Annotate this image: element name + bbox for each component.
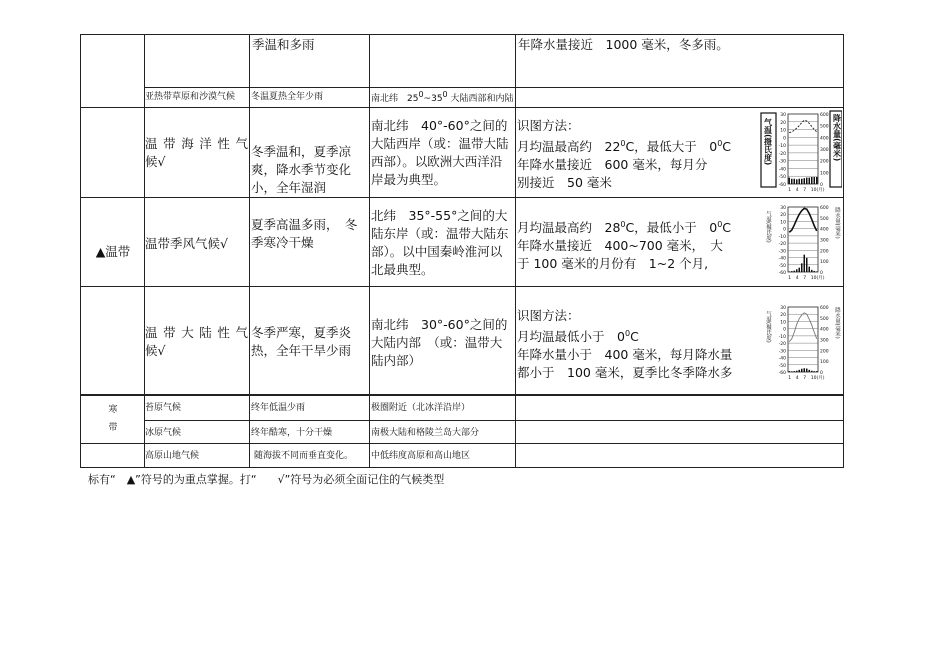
right-tick-label: 500 <box>820 216 829 222</box>
precip-bar <box>816 271 818 272</box>
footnote: 标有“ ▲”符号的为重点掌握。打“ √”符号为必须全面记住的气候类型 <box>88 473 445 486</box>
precip-bar <box>801 263 803 272</box>
left-tick-label: 20 <box>780 120 786 126</box>
right-tick-label: 0 <box>820 183 823 188</box>
precip-bar <box>789 271 791 272</box>
x-tick-label: 7 <box>803 376 807 381</box>
row5-feature: 冬季严寒，夏季炎热，全年干旱少雨 <box>251 325 352 358</box>
right-tick-label: 100 <box>820 171 829 177</box>
row6-distribution: 极圈附近（北冰洋沿岸） <box>371 403 471 413</box>
precip-bar <box>804 255 806 272</box>
row6-feature: 终年低温少雨 <box>251 403 306 413</box>
right-tick-label: 400 <box>820 327 829 333</box>
row3-distribution: 南北纬 40°-60°之间的大陆西岸（或：温带大陆西部）。以欧洲大西洋沿岸最为典型。 <box>371 118 509 187</box>
temperature-line <box>789 313 817 342</box>
right-tick-label: 300 <box>820 238 829 244</box>
x-tick-label: 4 <box>795 276 799 281</box>
precip-bar <box>794 179 796 184</box>
right-tick-label: 200 <box>820 249 829 255</box>
left-tick-label: -50 <box>778 363 786 369</box>
row7-feature: 终年酷寒，十分干燥 <box>251 428 333 438</box>
left-tick-label: 10 <box>780 128 786 134</box>
x-tick-label: 4 <box>795 188 799 193</box>
left-tick-label: -40 <box>778 167 786 173</box>
precip-bar <box>814 371 816 372</box>
left-tick-label: -20 <box>778 242 786 248</box>
x-tick-label: 1 <box>788 276 792 281</box>
temperature-line <box>789 120 817 132</box>
left-tick-label: 30 <box>780 113 786 118</box>
row6-climate: 苔原气候 <box>145 403 182 413</box>
precip-bar <box>806 369 808 372</box>
precip-bar <box>791 271 793 272</box>
row1-feature: 季温和多雨 <box>252 37 315 52</box>
precip-bar <box>799 179 801 184</box>
row3-method: 识图方法： 月均温最高约 $22^0C$，最低大于 $0^0C$ 年降水量接近 600 毫米，每月分 别接近 50 毫米 <box>517 118 732 191</box>
row4-distribution: 北纬 35°-55°之间的大陆东岸（或：温带大陆东部）。以中国秦岭淮河以北最典型。 <box>371 208 509 277</box>
row4-method: 月均温最高约 $28^0C$，最低小于 $0^0C$ 年降水量接近 400~700 毫米， 大 于 100 毫米的月份有 1~2 个月, <box>517 220 732 272</box>
row4-climate: 温带季风气候√ <box>145 236 228 251</box>
row8-climate: 高原山地气候 <box>145 451 200 461</box>
left-tick-label: -30 <box>778 159 786 165</box>
x-tick-label: 4 <box>795 376 799 381</box>
x-tick-label: 1 <box>788 188 792 193</box>
row8-feature: 随海拔不同而垂直变化。 <box>254 451 354 461</box>
left-axis-label: 气温(摄氏度) <box>765 211 771 243</box>
chart-frame <box>788 207 818 272</box>
left-tick-label: -60 <box>778 271 786 276</box>
monsoon-climate-chart <box>760 201 842 283</box>
precip-bar <box>816 177 818 184</box>
precip-bar <box>794 271 796 272</box>
row1-method: 年降水量接近 1000 毫米，冬多雨。 <box>518 37 729 52</box>
chart-frame <box>788 114 818 184</box>
row5-method: 识图方法： 月均温最低小于 $0^0C$ 年降水量小于 400 毫米，每月降水量 都小于 100 毫米，夏季比冬季降水多 <box>517 308 733 381</box>
row2-distribution: 南北纬 $25^0\sim 35^0$ 大陆西部和内陆 <box>371 90 514 104</box>
row2-feature: 冬温夏热全年少雨 <box>251 92 324 102</box>
precip-bar <box>801 369 803 372</box>
right-tick-label: 0 <box>820 371 823 376</box>
left-tick-label: 0 <box>783 136 786 142</box>
precip-bar <box>809 178 811 184</box>
right-tick-label: 500 <box>820 316 829 322</box>
precip-bar <box>789 371 791 372</box>
precip-bar <box>804 178 806 184</box>
precip-bar <box>804 368 806 372</box>
precip-bar <box>809 267 811 272</box>
continental-climate-chart <box>760 300 842 382</box>
right-axis-label: 降水量(毫米) <box>834 207 840 239</box>
left-tick-label: -40 <box>778 356 786 362</box>
right-tick-label: 100 <box>820 360 829 366</box>
right-tick-label: 600 <box>820 306 829 311</box>
left-tick-label: -50 <box>778 263 786 269</box>
precip-bar <box>789 178 791 184</box>
left-tick-label: -30 <box>778 249 786 255</box>
x-tick-label: 10(月) <box>810 188 825 193</box>
right-tick-label: 400 <box>820 136 829 142</box>
precip-bar <box>811 371 813 372</box>
precip-bar <box>809 370 811 372</box>
left-tick-label: 30 <box>780 206 786 211</box>
precip-bar <box>814 271 816 272</box>
precip-bar <box>811 177 813 184</box>
precip-bar <box>816 371 818 372</box>
precip-bar <box>796 269 798 272</box>
left-tick-label: -20 <box>778 151 786 157</box>
row3-feature: 冬季温和，夏季凉爽，降水季节变化小，全年湿润 <box>251 144 352 195</box>
left-tick-label: -10 <box>778 144 786 150</box>
left-tick-label: -50 <box>778 175 786 181</box>
left-tick-label: -60 <box>778 371 786 376</box>
precip-bar <box>806 258 808 272</box>
precip-bar <box>814 177 816 184</box>
right-tick-label: 400 <box>820 227 829 233</box>
left-tick-label: -60 <box>778 183 786 188</box>
left-tick-label: -30 <box>778 349 786 355</box>
row8-distribution: 中低纬度高原和高山地区 <box>371 451 471 461</box>
row5-distribution: 南北纬 30°-60°之间的大陆内部 （或：温带大陆内部） <box>371 317 508 368</box>
row2-climate: 亚热带草原和沙漠气候 <box>145 92 236 102</box>
left-axis-label: 气温(摄氏度) <box>765 311 771 343</box>
zone-cold-2: 带 <box>108 423 118 433</box>
row7-distribution: 南极大陆和格陵兰岛大部分 <box>371 428 480 438</box>
precip-bar <box>806 178 808 184</box>
chart-frame <box>788 307 818 372</box>
left-tick-label: 20 <box>780 313 786 319</box>
left-axis-label: 气温(摄氏度) <box>763 118 773 166</box>
right-tick-label: 500 <box>820 124 829 130</box>
right-axis-label: 降水量(毫米) <box>832 114 842 162</box>
left-tick-label: -10 <box>778 234 786 240</box>
right-tick-label: 600 <box>820 113 829 118</box>
precip-bar <box>799 268 801 272</box>
right-tick-label: 300 <box>820 148 829 153</box>
x-tick-label: 10(月) <box>810 276 825 281</box>
x-tick-label: 7 <box>803 276 807 281</box>
left-tick-label: 30 <box>780 306 786 311</box>
precip-bar <box>796 179 798 184</box>
precip-bar <box>791 371 793 372</box>
precip-bar <box>801 179 803 184</box>
row4-feature: 夏季高温多雨， 冬季寒冷干燥 <box>251 217 358 250</box>
left-tick-label: -20 <box>778 342 786 348</box>
left-tick-label: 0 <box>783 227 786 233</box>
precip-bar <box>796 371 798 372</box>
right-tick-label: 600 <box>820 206 829 211</box>
row3-climate: 温 带 海 洋 性 气 候√ <box>145 136 248 169</box>
precip-bar <box>794 371 796 372</box>
left-tick-label: 10 <box>780 220 786 226</box>
right-tick-label: 0 <box>820 271 823 276</box>
left-tick-label: -40 <box>778 256 786 262</box>
x-tick-label: 1 <box>788 376 792 381</box>
left-tick-label: 0 <box>783 327 786 333</box>
precip-bar <box>799 370 801 372</box>
left-tick-label: -10 <box>778 334 786 340</box>
right-tick-label: 200 <box>820 159 829 165</box>
left-tick-label: 10 <box>780 320 786 326</box>
x-tick-label: 10(月) <box>810 376 825 381</box>
zone-temperate: ▲温带 <box>95 244 131 259</box>
row5-climate: 温 带 大 陆 性 气 候√ <box>145 325 248 358</box>
right-tick-label: 100 <box>820 260 829 266</box>
row7-climate: 冰原气候 <box>145 428 182 438</box>
precip-bar <box>791 179 793 184</box>
precip-bar <box>811 270 813 272</box>
maritime-climate-chart <box>760 109 842 194</box>
right-tick-label: 200 <box>820 349 829 355</box>
right-axis-label: 降水量(毫米) <box>834 307 840 339</box>
left-tick-label: 20 <box>780 213 786 219</box>
right-tick-label: 300 <box>820 338 829 344</box>
x-tick-label: 7 <box>803 188 807 193</box>
zone-cold-1: 寒 <box>108 405 118 415</box>
